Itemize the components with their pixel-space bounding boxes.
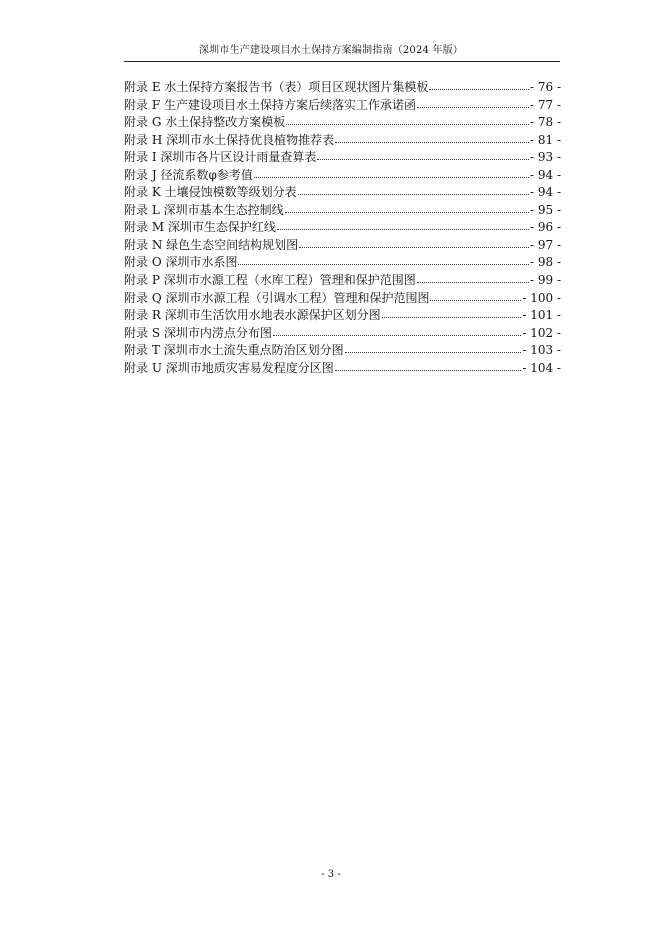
toc-entry[interactable] bbox=[124, 184, 561, 202]
toc-leader-dots bbox=[286, 124, 529, 125]
toc-leader-dots bbox=[345, 352, 522, 353]
toc-leader-dots bbox=[429, 89, 529, 90]
toc-leader-dots bbox=[299, 247, 529, 248]
toc-entry-page: - 103 - bbox=[522, 343, 561, 358]
toc-leader-dots bbox=[382, 317, 522, 318]
toc-entry[interactable] bbox=[124, 325, 561, 343]
toc-entry-page: - 76 - bbox=[529, 80, 561, 94]
toc-entry-label: 附录 T 深圳市水土流失重点防治区划分图 bbox=[124, 343, 344, 358]
toc-entry-label: 附录 P 深圳市水源工程（水库工程）管理和保护范围图 bbox=[124, 273, 416, 288]
toc-entry-label: 附录 H 深圳市水土保持优良植物推荐表 bbox=[124, 132, 335, 147]
toc-entry[interactable] bbox=[124, 149, 561, 167]
toc-leader-dots bbox=[254, 177, 529, 178]
toc-leader-dots bbox=[273, 335, 521, 336]
toc-entry-page: - 95 - bbox=[529, 202, 561, 217]
toc-entry[interactable] bbox=[124, 202, 561, 220]
toc-entry-page: - 81 - bbox=[529, 132, 561, 147]
toc-entry[interactable] bbox=[124, 360, 561, 378]
toc-leader-dots bbox=[277, 229, 529, 230]
toc-entry[interactable] bbox=[124, 254, 561, 272]
toc-entry[interactable] bbox=[124, 97, 561, 115]
toc-entry-label: 附录 N 绿色生态空间结构规划图 bbox=[124, 237, 299, 252]
toc-entry-page: - 101 - bbox=[522, 308, 561, 323]
toc-entry[interactable] bbox=[124, 114, 561, 132]
toc-entry-label: 附录 I 深圳市各片区设计雨量查算表 bbox=[124, 150, 317, 165]
toc-entry-label: 附录 G 水土保持整改方案模板 bbox=[124, 115, 286, 130]
toc-leader-dots bbox=[430, 300, 521, 301]
toc-entry[interactable] bbox=[124, 167, 561, 185]
toc-entry-page: - 97 - bbox=[529, 237, 561, 252]
toc-entry[interactable] bbox=[124, 342, 561, 360]
toc-leader-dots bbox=[317, 159, 529, 160]
toc-entry[interactable] bbox=[124, 132, 561, 150]
toc-entry[interactable] bbox=[124, 307, 561, 325]
toc-entry-label: 附录 U 深圳市地质灾害易发程度分区图 bbox=[124, 360, 334, 375]
toc-leader-dots bbox=[417, 107, 529, 108]
header-rule bbox=[124, 61, 560, 62]
toc-entry-page: - 100 - bbox=[522, 290, 561, 305]
toc-entry-label: 附录 K 土壤侵蚀模数等级划分表 bbox=[124, 185, 297, 200]
toc-entry-label: 附录 F 生产建设项目水土保持方案后续落实工作承诺函 bbox=[124, 97, 416, 112]
toc-entry-page: - 98 - bbox=[529, 255, 561, 270]
toc-leader-dots bbox=[238, 264, 529, 265]
toc-entry[interactable] bbox=[124, 219, 561, 237]
toc-entry-label: 附录 J 径流系数φ参考值 bbox=[124, 167, 253, 182]
toc-leader-dots bbox=[285, 212, 529, 213]
table-of-contents bbox=[124, 79, 561, 377]
toc-leader-dots bbox=[335, 370, 522, 371]
toc-entry[interactable] bbox=[124, 79, 561, 97]
toc-entry-page: - 99 - bbox=[529, 273, 561, 288]
toc-entry-page: - 102 - bbox=[522, 325, 561, 340]
toc-entry-label: 附录 L 深圳市基本生态控制线 bbox=[124, 202, 284, 217]
toc-entry-label: 附录 M 深圳市生态保护红线 bbox=[124, 220, 276, 235]
toc-entry-page: - 77 - bbox=[529, 97, 561, 112]
toc-leader-dots bbox=[335, 142, 529, 143]
page-number: - 3 - bbox=[321, 869, 341, 880]
toc-entry[interactable] bbox=[124, 237, 561, 255]
toc-entry-page: - 94 - bbox=[529, 167, 561, 182]
toc-entry-label: 附录 E 水土保持方案报告书（表）项目区现状图片集模板 bbox=[124, 80, 429, 94]
toc-entry-label: 附录 O 深圳市水系图 bbox=[124, 255, 238, 270]
toc-entry-page: - 93 - bbox=[529, 150, 561, 165]
toc-leader-dots bbox=[298, 194, 529, 195]
toc-entry[interactable] bbox=[124, 272, 561, 290]
toc-entry-page: - 94 - bbox=[529, 185, 561, 200]
toc-entry-page: - 104 - bbox=[522, 360, 561, 375]
toc-entry-page: - 78 - bbox=[529, 115, 561, 130]
toc-entry-page: - 96 - bbox=[529, 220, 561, 235]
toc-entry-label: 附录 S 深圳市内涝点分布图 bbox=[124, 325, 272, 340]
toc-leader-dots bbox=[417, 282, 529, 283]
toc-entry[interactable] bbox=[124, 290, 561, 308]
toc-entry-label: 附录 R 深圳市生活饮用水地表水源保护区划分图 bbox=[124, 308, 381, 323]
running-header: 深圳市生产建设项目水土保持方案编制指南（2024 年版） bbox=[198, 45, 464, 56]
toc-entry-label: 附录 Q 深圳市水源工程（引调水工程）管理和保护范围图 bbox=[124, 290, 430, 305]
